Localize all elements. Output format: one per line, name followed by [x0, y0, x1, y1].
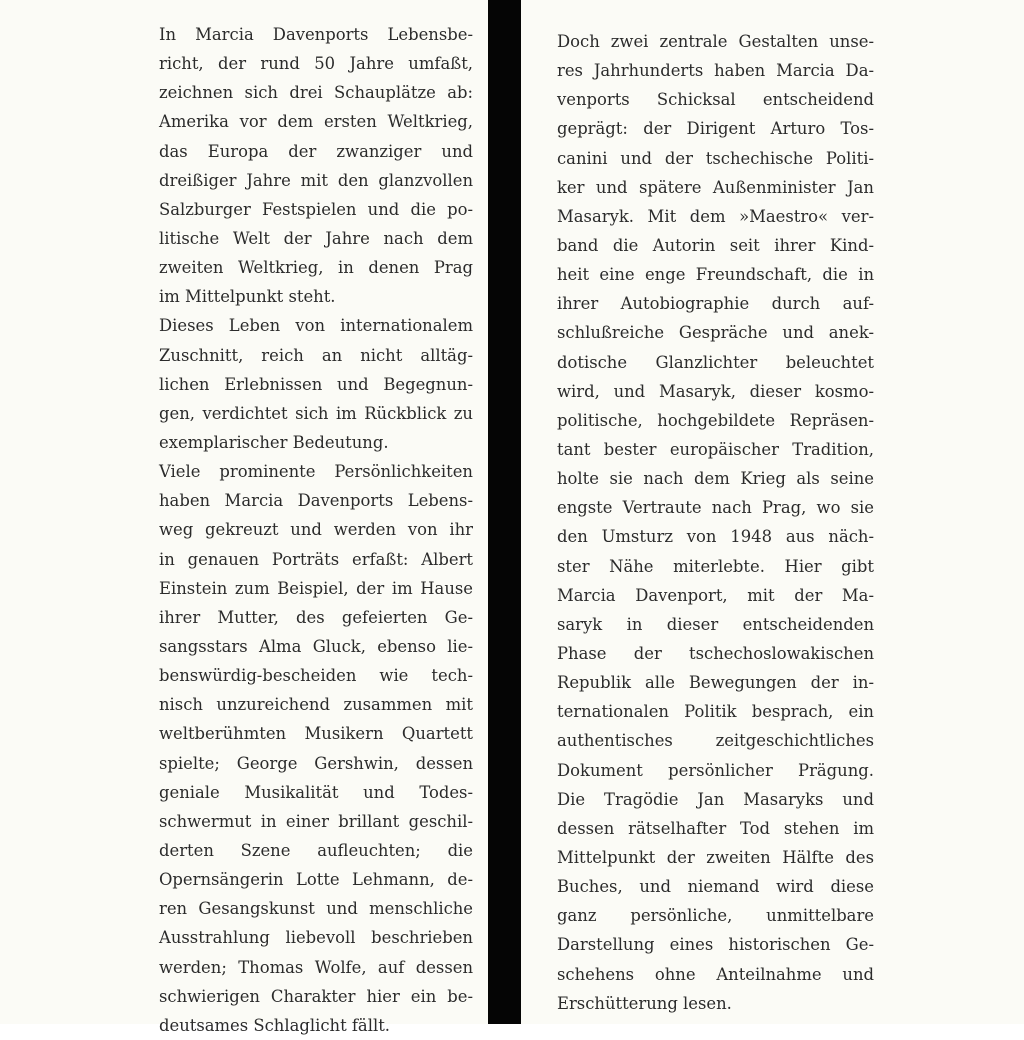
- text-line: ster Nähe miterlebte. Hier gibt: [557, 556, 874, 576]
- text-line: Darstellung eines historischen Ge-: [557, 935, 874, 955]
- text-line: Die Tragödie Jan Masaryks und: [557, 789, 874, 809]
- text-line: schehens ohne Anteilnahme und: [557, 964, 874, 984]
- text-line: richt, der rund 50 Jahre umfaßt,: [159, 54, 473, 74]
- text-line: res Jahrhunderts haben Marcia Da-: [557, 61, 874, 81]
- text-line: ker und spätere Außenminister Jan: [557, 177, 874, 197]
- text-line: schlußreiche Gespräche und anek-: [557, 323, 874, 343]
- text-line: haben Marcia Davenports Lebens-: [159, 491, 473, 511]
- right-text-column: [557, 27, 874, 1018]
- text-line: tant bester europäischer Tradition,: [557, 439, 874, 459]
- text-line: Marcia Davenport, mit der Ma-: [557, 585, 874, 605]
- left-paragraph: [159, 311, 473, 457]
- text-line: canini und der tschechische Politi-: [557, 148, 874, 168]
- text-line: Ausstrahlung liebevoll beschrieben: [159, 928, 473, 948]
- text-line: Doch zwei zentrale Gestalten unse-: [557, 32, 874, 51]
- text-line: venports Schicksal entscheidend: [557, 90, 874, 110]
- text-line: authentisches zeitgeschichtliches: [557, 731, 874, 751]
- text-line: saryk in dieser entscheidenden: [557, 614, 874, 634]
- text-line: wird, und Masaryk, dieser kosmo-: [557, 381, 874, 401]
- text-line: geniale Musikalität und Todes-: [159, 782, 473, 802]
- text-line: Mittelpunkt der zweiten Hälfte des: [557, 847, 874, 867]
- text-line: zeichnen sich drei Schauplätze ab:: [159, 83, 473, 103]
- text-line: zweiten Weltkrieg, in denen Prag: [159, 258, 473, 278]
- text-line: ihrer Mutter, des gefeierten Ge-: [159, 607, 473, 627]
- text-line: Masaryk. Mit dem »Maestro« ver-: [557, 206, 874, 226]
- text-line: ganz persönliche, unmittelbare: [557, 906, 874, 926]
- text-line: Phase der tschechoslowakischen: [557, 643, 874, 663]
- text-line: Opernsängerin Lotte Lehmann, de-: [159, 870, 473, 890]
- text-line: geprägt: der Dirigent Arturo Tos-: [557, 119, 874, 139]
- text-line: benswürdig-bescheiden wie tech-: [159, 666, 473, 686]
- text-line: Erschütterung lesen.: [557, 993, 732, 1013]
- text-line: holte sie nach dem Krieg als seine: [557, 469, 874, 489]
- text-line: gen, verdichtet sich im Rückblick zu: [159, 403, 473, 423]
- text-line: Amerika vor dem ersten Weltkrieg,: [159, 112, 473, 132]
- left-paragraph: [159, 457, 473, 1040]
- right-paragraph: [557, 27, 874, 1018]
- text-line: Dieses Leben von internationalem: [159, 316, 473, 336]
- text-line: schwermut in einer brillant geschil-: [159, 811, 473, 831]
- text-line: politische, hochgebildete Repräsen-: [557, 410, 874, 430]
- text-line: Republik alle Bewegungen der in-: [557, 673, 874, 693]
- text-line: heit eine enge Freundschaft, die in: [557, 265, 874, 285]
- text-line: Dokument persönlicher Prägung.: [557, 760, 874, 780]
- text-line: den Umsturz von 1948 aus näch-: [557, 527, 874, 547]
- left-paragraphs: [159, 20, 473, 1040]
- text-line: dreißiger Jahre mit den glanzvollen: [159, 170, 473, 190]
- text-line: weg gekreuzt und werden von ihr: [159, 520, 473, 540]
- text-line: nisch unzureichend zusammen mit: [159, 695, 473, 715]
- left-paragraph: [159, 20, 473, 311]
- text-line: engste Vertraute nach Prag, wo sie: [557, 498, 874, 518]
- text-line: weltberühmten Musikern Quartett: [159, 724, 473, 744]
- text-line: das Europa der zwanziger und: [159, 141, 473, 161]
- text-line: spielte; George Gershwin, dessen: [159, 753, 473, 773]
- text-line: Viele prominente Persönlichkeiten: [159, 462, 473, 482]
- text-line: ternationalen Politik besprach, ein: [557, 702, 874, 722]
- text-line: ihrer Autobiographie durch auf-: [557, 294, 874, 314]
- text-line: Salzburger Festspielen und die po-: [159, 199, 473, 219]
- text-line: schwierigen Charakter hier ein be-: [159, 986, 473, 1006]
- text-line: band die Autorin seit ihrer Kind-: [557, 235, 874, 255]
- text-line: derten Szene aufleuchten; die: [159, 840, 473, 860]
- text-line: sangsstars Alma Gluck, ebenso lie-: [159, 636, 473, 656]
- text-line: im Mittelpunkt steht.: [159, 287, 336, 307]
- text-line: exemplarischer Bedeutung.: [159, 432, 389, 452]
- text-line: Buches, und niemand wird diese: [557, 877, 874, 897]
- left-text-column: [159, 20, 473, 1040]
- text-line: lichen Erlebnissen und Begegnun-: [159, 374, 473, 394]
- text-line: litische Welt der Jahre nach dem: [159, 228, 473, 248]
- text-line: in genauen Porträts erfaßt: Albert: [159, 549, 473, 569]
- text-line: In Marcia Davenports Lebensbe-: [159, 25, 473, 44]
- text-line: Zuschnitt, reich an nicht alltäg-: [159, 345, 473, 365]
- text-line: Einstein zum Beispiel, der im Hause: [159, 578, 473, 598]
- text-line: dessen rätselhafter Tod stehen im: [557, 818, 874, 838]
- text-line: dotische Glanzlichter beleuchtet: [557, 352, 874, 372]
- text-line: deutsames Schlaglicht fällt.: [159, 1015, 390, 1035]
- text-line: ren Gesangskunst und menschliche: [159, 899, 473, 919]
- text-line: werden; Thomas Wolfe, auf dessen: [159, 957, 473, 977]
- page-gutter-divider: [488, 0, 521, 1024]
